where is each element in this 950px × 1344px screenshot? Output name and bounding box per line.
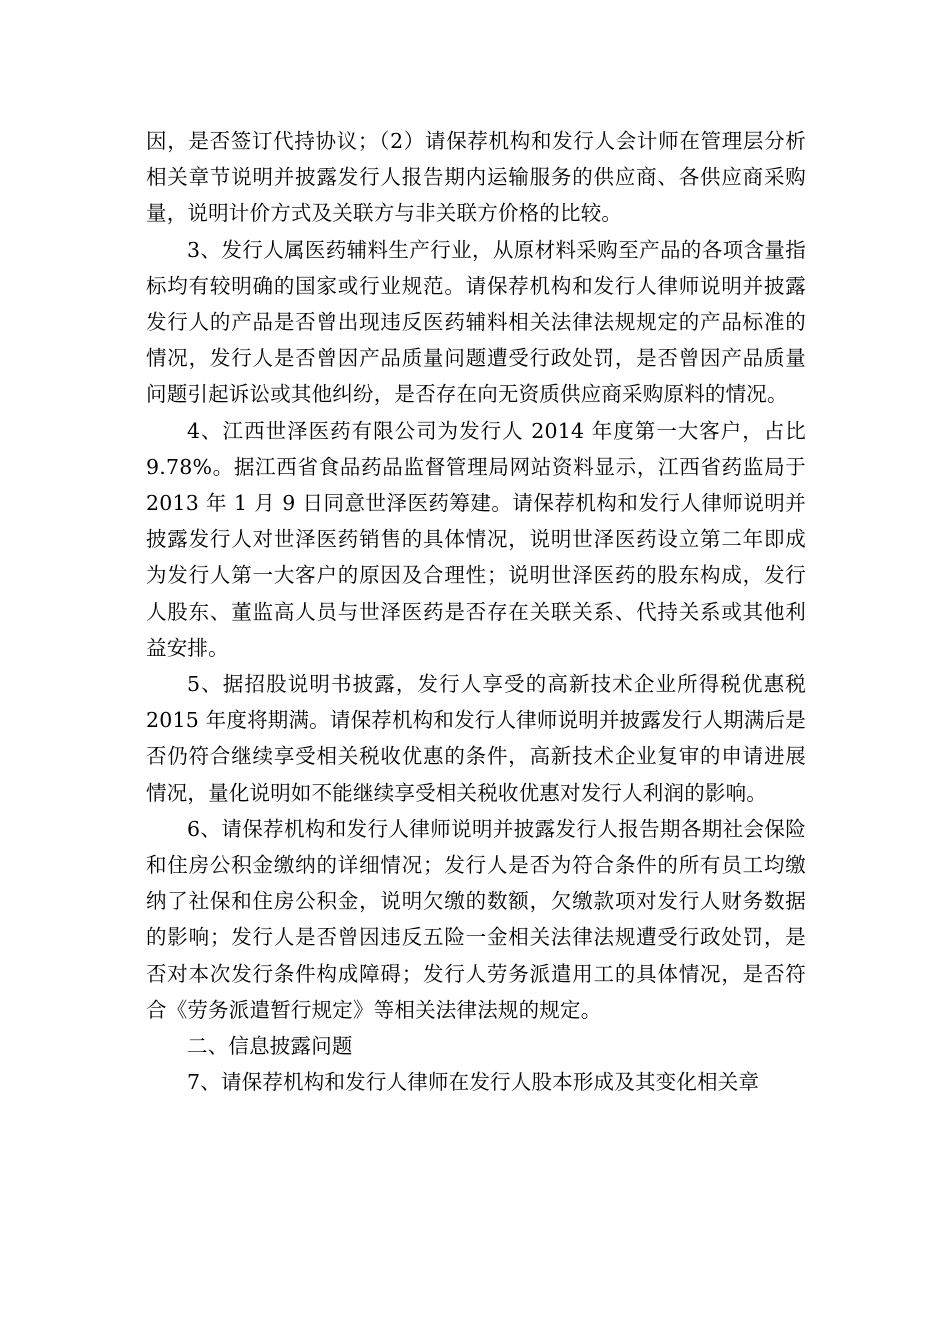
- section-heading: 二、信息披露问题: [187, 1034, 353, 1059]
- paragraph-continued: 因，是否签订代持协议；（2）请保荐机构和发行人会计师在管理层分析相关章节说明并披露发行人报告期内运输服务的供应商、各供应商采购量，说明计价方式及关联方与非关联方价格的比较。: [146, 129, 806, 226]
- paragraph-item-5: 5、据招股说明书披露，发行人享受的高新技术企业所得税优惠税 2015 年度将期满。请保荐机构和发行人律师说明并披露发行人期满后是否仍符合继续享受相关税收优惠的条件，高新技术企业复审的申请进展情况，量化说明如不能继续享受相关税收优惠对发行人利润的影响。: [146, 672, 806, 805]
- document-body: [146, 123, 806, 1100]
- paragraph-item-6: 6、请保荐机构和发行人律师说明并披露发行人报告期各期社会保险和住房公积金缴纳的详细情况；发行人是否为符合条件的所有员工均缴纳了社保和住房公积金，说明欠缴的数额，欠缴款项对发行人财务数据的影响；发行人是否曾因违反五险一金相关法律法规遭受行政处罚，是否对本次发行条件构成障碍；发行人劳务派遣用工的具体情况，是否符合《劳务派遣暂行规定》等相关法律法规的规定。: [146, 816, 806, 1022]
- paragraph-item-7: 7、请保荐机构和发行人律师在发行人股本形成及其变化相关章: [187, 1070, 760, 1095]
- paragraph-item-3: 3、发行人属医药辅料生产行业，从原材料采购至产品的各项含量指标均有较明确的国家或行业规范。请保荐机构和发行人律师说明并披露发行人的产品是否曾出现违反医药辅料相关法律法规规定的产品标准的情况，发行人是否曾因产品质量问题遭受行政处罚，是否曾因产品质量问题引起诉讼或其他纠纷，是否存在向无资质供应商采购原料的情况。: [146, 237, 806, 407]
- paragraph-item-4: 4、江西世泽医药有限公司为发行人 2014 年度第一大客户，占比 9.78%。据江西省食品药品监督管理局网站资料显示，江西省药监局于 2013 年 1 月 9 日同意世泽医药筹建。请保荐机构和发行人律师说明并披露发行人对世泽医药销售的具体情况，说明世泽医药设立第二年即成为发行人第一大客户的原因及合理性；说明世泽医药的股东构成，发行人股东、董监高人员与世泽医药是否存在关联关系、代持关系或其他利益安排。: [146, 418, 806, 660]
